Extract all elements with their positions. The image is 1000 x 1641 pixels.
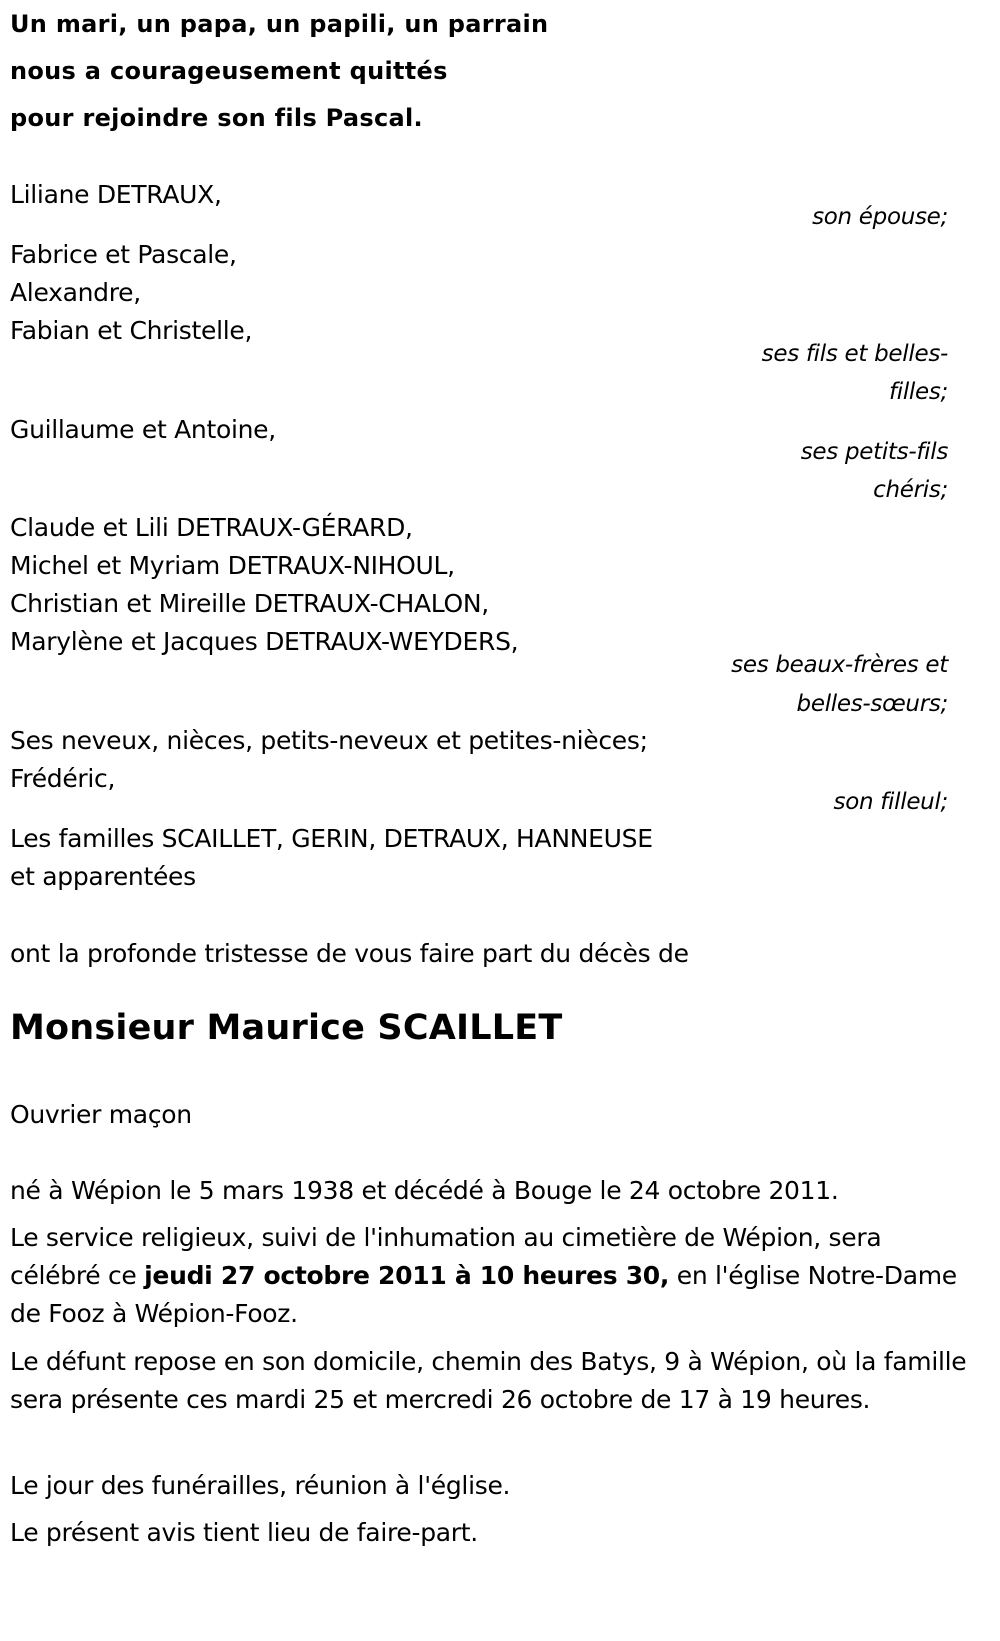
deceased-name: Monsieur Maurice SCAILLET bbox=[10, 1008, 563, 1048]
family-relation: chéris; bbox=[873, 477, 948, 503]
family-name: Les familles SCAILLET, GERIN, DETRAUX, HANNEUSE bbox=[10, 824, 653, 853]
family-name: Michel et Myriam DETRAUX-NIHOUL, bbox=[10, 551, 455, 580]
family-relation: son épouse; bbox=[812, 204, 948, 230]
service-datetime: jeudi 27 octobre 2011 à 10 heures 30, bbox=[144, 1261, 670, 1290]
family-relation: ses fils et belles- bbox=[761, 341, 948, 367]
birth-death-text: né à Wépion le 5 mars 1938 et décédé à Bouge le 24 octobre 2011. bbox=[10, 1176, 839, 1205]
family-relation: ses petits-fils bbox=[800, 439, 948, 465]
family-name: Ses neveux, nièces, petits-neveux et petites-nièces; bbox=[10, 726, 648, 755]
family-name: Alexandre, bbox=[10, 278, 141, 307]
family-relation: son filleul; bbox=[833, 789, 948, 815]
family-name: Frédéric, bbox=[10, 764, 116, 793]
family-name: Fabian et Christelle, bbox=[10, 316, 253, 345]
family-relation: filles; bbox=[888, 379, 948, 405]
gathering-text: Le jour des funérailles, réunion à l'église. bbox=[10, 1471, 511, 1500]
service-text-before: Le service religieux, suivi de l'inhumation au cimetière de Wépion, sera célébré ce bbox=[10, 1223, 882, 1290]
family-name: Claude et Lili DETRAUX-GÉRARD, bbox=[10, 513, 413, 542]
notice-text: Le présent avis tient lieu de faire-part. bbox=[10, 1518, 478, 1547]
announcement: ont la profonde tristesse de vous faire part du décès de bbox=[10, 939, 689, 968]
family-name: Liliane DETRAUX, bbox=[10, 180, 222, 209]
family-name: et apparentées bbox=[10, 862, 196, 891]
intro-line-3: pour rejoindre son fils Pascal. bbox=[10, 104, 423, 132]
family-relation: belles-sœurs; bbox=[796, 691, 948, 717]
family-name: Fabrice et Pascale, bbox=[10, 240, 237, 269]
family-name: Guillaume et Antoine, bbox=[10, 415, 276, 444]
family-name: Christian et Mireille DETRAUX-CHALON, bbox=[10, 589, 489, 618]
intro-line-1: Un mari, un papa, un papili, un parrain bbox=[10, 10, 549, 38]
service-text-after: en l'église Notre-Dame de Fooz à Wépion-Fooz. bbox=[10, 1261, 957, 1328]
intro-line-2: nous a courageusement quittés bbox=[10, 57, 448, 85]
family-relation: ses beaux-frères et bbox=[731, 652, 948, 678]
deceased-profession: Ouvrier maçon bbox=[10, 1100, 192, 1129]
repose-text: Le défunt repose en son domicile, chemin des Batys, 9 à Wépion, où la famille sera présente ces mardi 25 et mercredi 26 octobre de 17 à 19 heures. bbox=[10, 1347, 967, 1414]
service-text bbox=[10, 1219, 970, 1333]
family-name: Marylène et Jacques DETRAUX-WEYDERS, bbox=[10, 627, 519, 656]
